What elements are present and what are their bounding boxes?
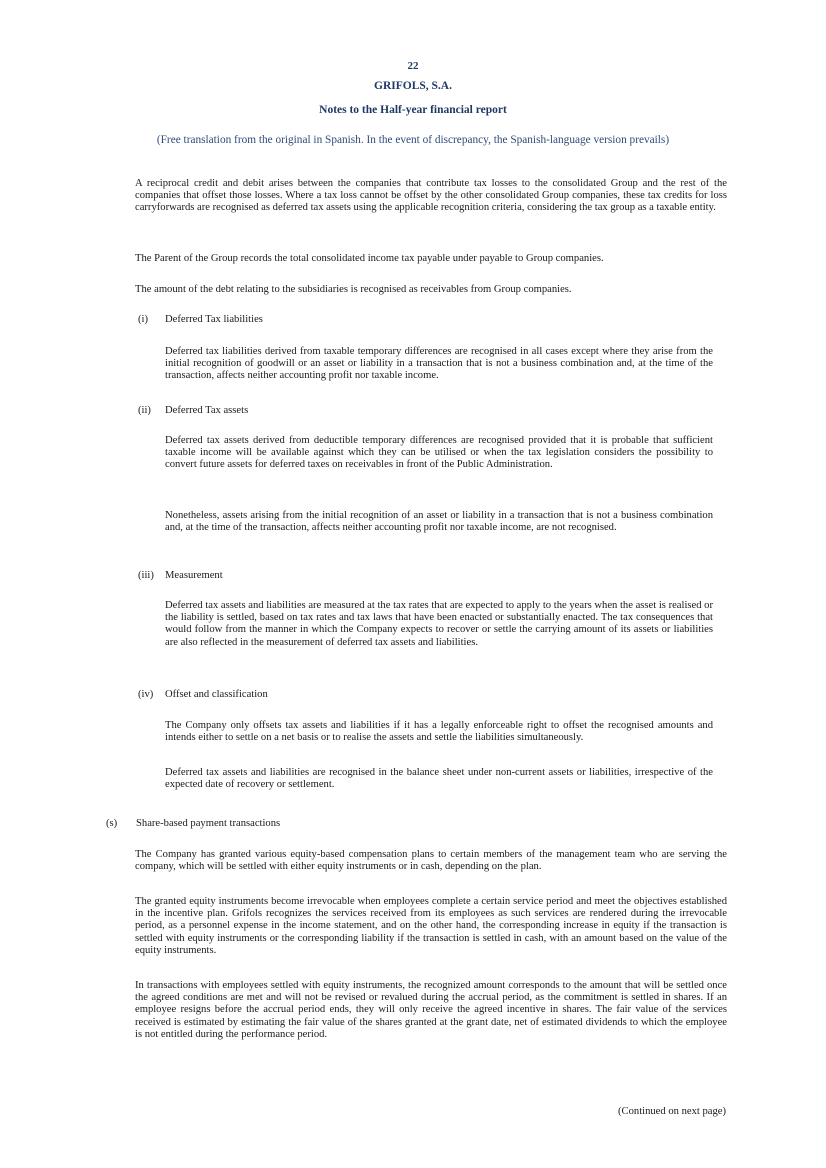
subsection-iii-paragraph-1: Deferred tax assets and liabilities are measured at the tax rates that are expected to apply to the years when the asset is realised or the liability is settled, based on tax rates and tax laws that have been enacted or substantially enacted. The tax consequences that would follow from the manner in which the Company expects to recover or settle the carrying amount of its assets or liabilities are also reflected in the measurement of deferred tax assets and liabilities. (165, 600, 713, 648)
page-number: 22 (407, 60, 419, 72)
subsection-number: (i) (138, 314, 148, 325)
section-s-paragraph-1: The Company has granted various equity-based compensation plans to certain members of the management team who are serving the company, which will be settled with either equity instruments or in cash, depending on the plan. (135, 849, 727, 873)
subsection-iv-paragraph-2: Deferred tax assets and liabilities are recognised in the balance sheet under non-current assets or liabilities, irrespective of the expected date of recovery or settlement. (165, 767, 713, 791)
section-number: (s) (106, 818, 118, 829)
subsection-number: (iii) (138, 570, 154, 581)
section-title: Share-based payment transactions (136, 818, 281, 829)
subsection-heading-iii (138, 570, 223, 582)
subsection-number: (iv) (138, 689, 154, 700)
intro-paragraph-2: The Parent of the Group records the total consolidated income tax payable under payable to Group companies. (135, 253, 604, 264)
company-name: GRIFOLS, S.A. (374, 80, 452, 92)
subsection-heading-i (138, 314, 263, 326)
subsection-i-paragraph-1: Deferred tax liabilities derived from taxable temporary differences are recognised in all cases except where they arise from the initial recognition of goodwill or an asset or liability in a transaction that is not a business combination and, at the time of the transaction, affects neither accounting profit nor taxable income. (165, 346, 713, 382)
subsection-ii-paragraph-2: Nonetheless, assets arising from the initial recognition of an asset or liability in a transaction that is not a business combination and, at the time of the transaction, affects neither accounting profit nor taxable income, are not recognised. (165, 510, 713, 534)
subsection-ii-paragraph-1: Deferred tax assets derived from deductible temporary differences are recognised provided that it is probable that sufficient taxable income will be available against which they can be utilised or when the tax legislation considers the possibility to convert future assets for deferred taxes on receivables in front of the Public Administration. (165, 435, 713, 471)
intro-paragraph-3: The amount of the debt relating to the subsidiaries is recognised as receivables from Group companies. (135, 284, 572, 295)
translation-note: (Free translation from the original in Spanish. In the event of discrepancy, the Spanish-language version prevails) (156, 134, 670, 146)
document-subtitle: Notes to the Half-year financial report (319, 104, 507, 116)
section-s-paragraph-2: The granted equity instruments become irrevocable when employees complete a certain service period and meet the objectives established in the incentive plan. Grifols recognizes the services received from its employees as such services are rendered during the irrevocable period, as a personnel expense in the income statement, and on the other hand, the corresponding increase in equity if the transaction is settled with equity instruments or the corresponding liability if the transaction is settled in cash, with an amount based on the value of the equity instruments. (135, 896, 727, 956)
subsection-title: Measurement (165, 570, 223, 581)
section-s-paragraph-3: In transactions with employees settled with equity instruments, the recognized amount corresponds to the amount that will be settled once the agreed conditions are met and will not be revised or revalued during the accrual period, as the commitment is settled in shares. If an employee resigns before the accrual period ends, they will only receive the agreed incentive in shares. The fair value of the services received is estimated by estimating the fair value of the shares granted at the grant date, net of estimated dividends to which the employee is not entitled during the performance period. (135, 980, 727, 1040)
subsection-heading-ii (138, 405, 248, 417)
subsection-title: Deferred Tax liabilities (165, 314, 263, 325)
subsection-title: Offset and classification (165, 689, 268, 700)
section-heading-s (106, 818, 280, 830)
subsection-heading-iv (138, 689, 268, 701)
subsection-iv-paragraph-1: The Company only offsets tax assets and liabilities if it has a legally enforceable right to offset the recognised amounts and intends either to settle on a net basis or to realise the assets and settle the liabilities simultaneously. (165, 720, 713, 744)
subsection-title: Deferred Tax assets (165, 405, 249, 416)
subsection-number: (ii) (138, 405, 151, 416)
intro-paragraph-1: A reciprocal credit and debit arises between the companies that contribute tax losses to the consolidated Group and the rest of the companies that offset those losses. Where a tax loss cannot be offset by the other consolidated Group companies, these tax credits for loss carryforwards are recognised as deferred tax assets using the applicable recognition criteria, considering the tax group as a taxable entity. (135, 178, 727, 214)
continued-note: (Continued on next page) (618, 1106, 726, 1117)
